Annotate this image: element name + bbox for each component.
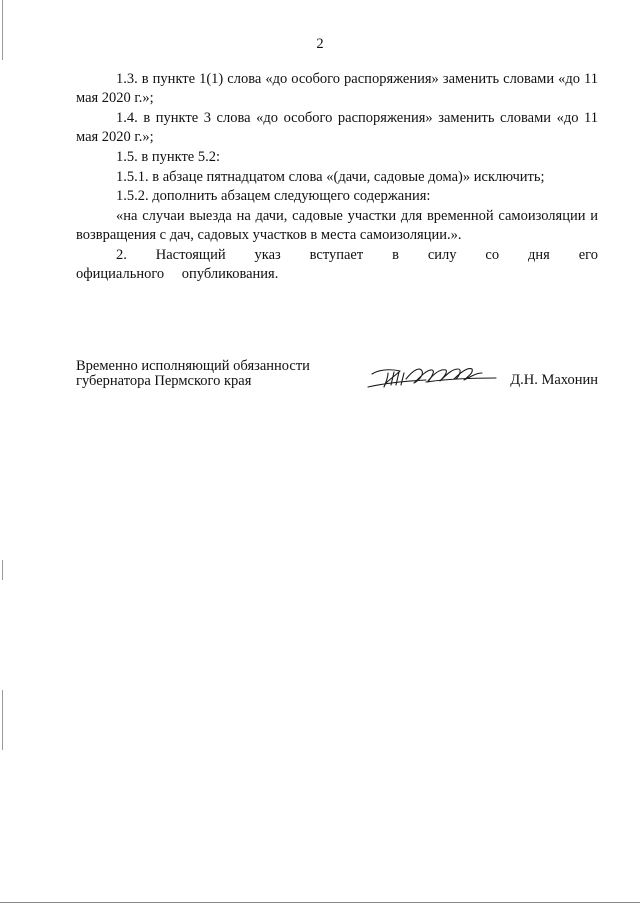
paragraph-1-5-2: 1.5.2. дополнить абзацем следующего содержания: [116, 188, 431, 205]
handwritten-signature-icon [366, 361, 501, 391]
signature-block [76, 359, 598, 399]
signatory-title-line-2: губернатора Пермского края [76, 373, 252, 389]
paragraph-1-4: 1.4. в пункте 3 слова «до особого распоряжения» заменить словами «до 11 мая 2020 г.»; [76, 109, 598, 146]
page-number: 2 [316, 36, 324, 52]
scan-bottom-edge [0, 902, 640, 903]
paragraph-1-5: 1.5. в пункте 5.2: [116, 148, 221, 165]
scan-edge-artifact [2, 560, 3, 580]
paragraph-1-3: 1.3. в пункте 1(1) слова «до особого распоряжения» заменить словами «до 11 мая 2020 г.»; [76, 71, 598, 107]
paragraph-quote: «на случаи выезда на дачи, садовые участки для временной самоизоляции и возвращения с дач, садовых участков в места самоизоляции.». [76, 207, 598, 244]
scan-edge-artifact [2, 690, 3, 750]
signatory-title [76, 359, 356, 389]
signatory-name: Д.Н. Махонин [510, 372, 598, 388]
signatory-title-line-1: Временно исполняющий обязанности [76, 358, 310, 374]
paragraph-2: 2. Настоящий указ вступает в силу со дня его официального опубликования. [76, 246, 598, 283]
paragraph-1-5-1: 1.5.1. в абзаце пятнадцатом слова «(дачи, садовые дома)» исключить; [116, 168, 545, 185]
document-body [76, 70, 598, 285]
